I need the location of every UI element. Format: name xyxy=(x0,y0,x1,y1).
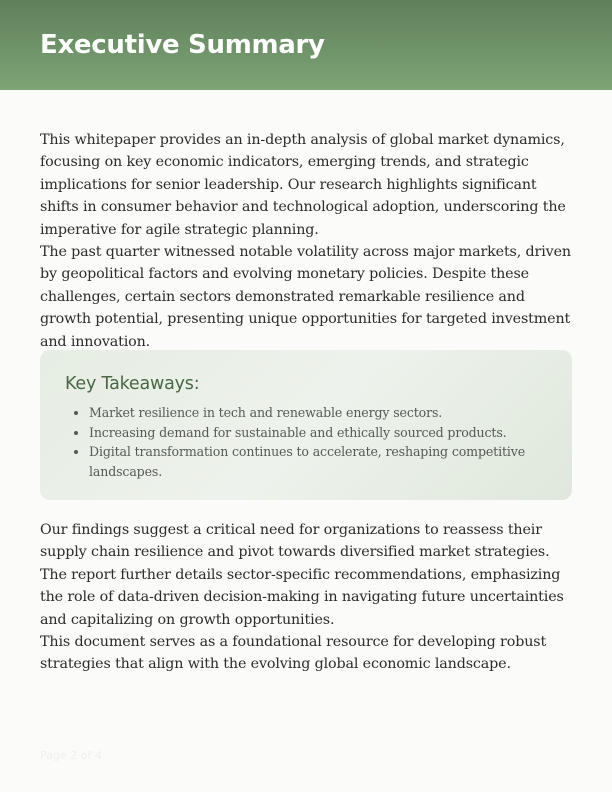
intro-section xyxy=(40,129,572,353)
list-item: • Market resilience in tech and renewable energy sectors. xyxy=(89,403,547,423)
list-item: • Digital transformation continues to accelerate, reshaping competitive landscapes. xyxy=(89,442,547,481)
page-number: Page 2 of 4 xyxy=(40,749,102,762)
intro-paragraph: The past quarter witnessed notable volatility across major markets, driven by geopolitical factors and evolving monetary policies. Despite these challenges, certain sectors demonstrated remarkable resilience and growth potential, presenting unique opportunities for targeted investment and innovation. xyxy=(40,244,571,350)
key-takeaways-title: Key Takeaways: xyxy=(65,374,200,394)
findings-section xyxy=(40,519,572,676)
list-item: • Increasing demand for sustainable and ethically sourced products. xyxy=(89,423,547,443)
findings-paragraph: This document serves as a foundational resource for developing robust strategies that align with the evolving global economic landscape. xyxy=(40,634,547,673)
key-takeaways-list xyxy=(65,403,547,482)
page-title: Executive Summary xyxy=(40,30,325,60)
key-takeaways-box xyxy=(40,350,572,500)
findings-paragraph: Our findings suggest a critical need for organizations to reassess their supply chain resilience and pivot towards diversified market strategies. The report further details sector-specific recommendations, emphasizing the role of data-driven decision-making in navigating future uncertainties and capitalizing on growth opportunities. xyxy=(40,522,564,628)
intro-paragraph: This whitepaper provides an in-depth analysis of global market dynamics, focusing on key economic indicators, emerging trends, and strategic implications for senior leadership. Our research highlights significant shifts in consumer behavior and technological adoption, underscoring the imperative for agile strategic planning. xyxy=(40,132,566,238)
page-header xyxy=(0,0,612,90)
